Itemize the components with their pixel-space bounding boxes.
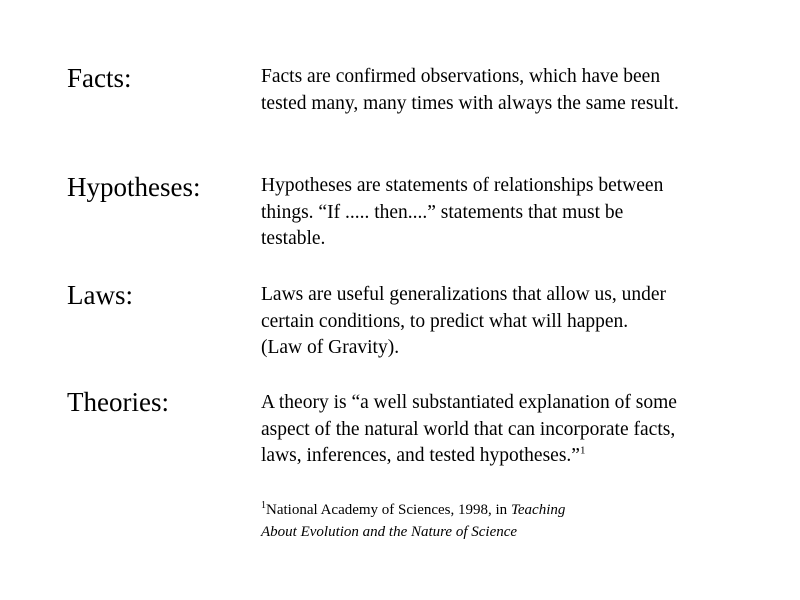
term-theories: Theories: xyxy=(67,387,169,417)
definition-theories xyxy=(261,390,796,470)
definition-line: A theory is “a well substantiated explanation of some xyxy=(261,392,677,413)
footnote-marker: 1 xyxy=(261,500,266,511)
term-facts: Facts: xyxy=(67,63,132,93)
definition-line: Laws are useful generalizations that allow us, under xyxy=(261,284,667,305)
definition-line: testable. xyxy=(261,228,326,249)
definition-line: Hypotheses are statements of relationships between xyxy=(261,175,664,196)
footnote-title: Teaching xyxy=(510,502,566,518)
definition-line: Facts are confirmed observations, which have been xyxy=(261,66,661,87)
definition-line: things. “If ..... then....” statements that must be xyxy=(261,201,624,223)
footnote xyxy=(261,499,565,543)
definition-line: tested many, many times with always the same result. xyxy=(261,92,679,114)
footnote-text: National Academy of Sciences, 1998, in xyxy=(266,502,511,518)
definition-line: (Law of Gravity). xyxy=(261,337,400,358)
definition-line: aspect of the natural world that can incorporate facts, xyxy=(261,418,676,440)
footnote-title-continued: About Evolution and the Nature of Science xyxy=(261,524,518,540)
definition-line xyxy=(261,443,796,470)
footnote-line xyxy=(261,499,565,521)
definition-line: certain conditions, to predict what will happen. xyxy=(261,310,629,332)
term-laws: Laws: xyxy=(67,280,133,310)
footnote-marker: 1 xyxy=(579,444,586,457)
definition-line-text: laws, inferences, and tested hypotheses.” xyxy=(261,445,580,466)
definition-hypotheses xyxy=(261,173,796,253)
term-hypotheses: Hypotheses: xyxy=(67,172,201,202)
definition-facts xyxy=(261,64,796,117)
definition-laws xyxy=(261,282,796,362)
